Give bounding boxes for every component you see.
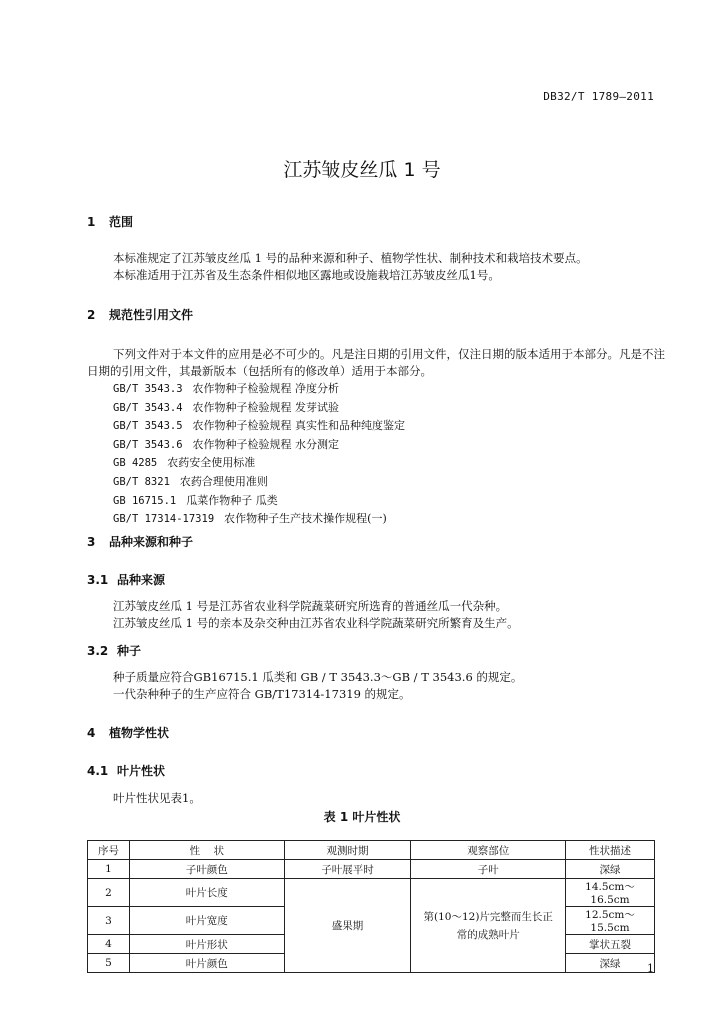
column-header: 性 状 bbox=[129, 841, 284, 860]
reference-code: GB/T 8321 bbox=[113, 475, 170, 488]
section-title: 植物学性状 bbox=[109, 726, 170, 740]
section-title: 范围 bbox=[109, 215, 134, 229]
section-title: 品种来源和种子 bbox=[109, 535, 194, 549]
reference-name: 农药安全使用标准 bbox=[167, 456, 256, 470]
merged-part-line: 第(10～12)片完整而生长正 bbox=[423, 910, 553, 923]
table-cell: 深绿 bbox=[566, 860, 655, 879]
reference-name: 农作物种子检验规程 净度分析 bbox=[192, 382, 340, 395]
section-title: 品种来源 bbox=[117, 573, 166, 587]
section-number: 2 bbox=[87, 308, 96, 322]
section-number: 3.2 bbox=[87, 644, 109, 658]
section-1-heading bbox=[87, 213, 133, 230]
reference-name: 农作物种子检验规程 真实性和品种纯度鉴定 bbox=[192, 419, 406, 433]
column-header: 观测时期 bbox=[284, 841, 411, 860]
section-number: 3.1 bbox=[87, 573, 109, 587]
table-cell: 子叶展平时 bbox=[284, 860, 411, 879]
section-number: 4.1 bbox=[87, 764, 109, 778]
merged-part-cell bbox=[411, 879, 566, 973]
table-cell: 3 bbox=[88, 907, 130, 935]
page-number: 1 bbox=[647, 962, 654, 975]
reference-name: 农作物种子检验规程 水分测定 bbox=[192, 437, 340, 451]
reference-name: 农药合理使用准则 bbox=[179, 474, 268, 488]
reference-code: GB/T 17314-17319 bbox=[113, 513, 215, 526]
section-3-1-paragraph-1: 江苏皱皮丝瓜 1 号是江苏省农业科学院蔬菜研究所选育的普通丝瓜一代杂种。 bbox=[113, 599, 508, 613]
column-header: 观察部位 bbox=[411, 841, 566, 860]
reference-code: GB/T 3543.6 bbox=[113, 438, 183, 451]
section-3-2-heading bbox=[87, 642, 141, 659]
reference-name: 农作物种子检验规程 发芽试验 bbox=[192, 400, 340, 414]
section-2-heading bbox=[87, 306, 193, 323]
table-cell: 叶片形状 bbox=[129, 935, 284, 954]
section-3-2-paragraph-1: 种子质量应符合GB16715.1 瓜类和 GB / T 3543.3～GB / T 3543.6 的规定。 bbox=[113, 670, 523, 684]
reference-item bbox=[113, 436, 405, 455]
table-cell: 2 bbox=[88, 879, 130, 907]
reference-name: 瓜菜作物种子 瓜类 bbox=[186, 493, 278, 507]
table-title: 表 1 叶片性状 bbox=[323, 810, 401, 824]
reference-item bbox=[113, 473, 405, 492]
reference-name: 农作物种子生产技术操作规程(一) bbox=[224, 512, 387, 526]
section-1-paragraph-2: 本标准适用于江苏省及生态条件相似地区露地或设施栽培江苏皱皮丝瓜1号。 bbox=[113, 268, 500, 282]
merged-part-line: 常的成熟叶片 bbox=[456, 928, 520, 941]
reference-code: GB 4285 bbox=[113, 457, 158, 470]
table-cell: 5 bbox=[88, 954, 130, 973]
table-cell: 掌状五裂 bbox=[566, 935, 655, 954]
reference-item bbox=[113, 399, 405, 418]
table-cell: 4 bbox=[88, 935, 130, 954]
section-2-paragraph: 下列文件对于本文件的应用是必不可少的。凡是注日期的引用文件，仅注日期的版本适用于本部分。凡是不注日期的引用文件，其最新版本（包括所有的修改单）适用于本部分。 bbox=[87, 347, 665, 378]
leaf-traits-table bbox=[87, 840, 655, 973]
reference-item bbox=[113, 417, 405, 436]
standard-code: DB32/T 1789—2011 bbox=[543, 90, 654, 103]
section-4-1-heading bbox=[87, 762, 165, 779]
normative-reference-list bbox=[113, 380, 405, 529]
section-number: 4 bbox=[87, 726, 96, 740]
table-cell: 叶片宽度 bbox=[129, 907, 284, 935]
reference-code: GB/T 3543.4 bbox=[113, 401, 183, 414]
table-cell: 12.5cm～15.5cm bbox=[566, 907, 655, 935]
section-number: 3 bbox=[87, 535, 96, 549]
table-row bbox=[88, 879, 655, 907]
section-number: 1 bbox=[87, 215, 96, 229]
section-3-2-paragraph-2: 一代杂种种子的生产应符合 GB/T17314-17319 的规定。 bbox=[113, 687, 411, 701]
table-cell: 14.5cm～16.5cm bbox=[566, 879, 655, 907]
table-header-row bbox=[88, 841, 655, 860]
table-cell: 1 bbox=[88, 860, 130, 879]
reference-item bbox=[113, 510, 405, 529]
section-4-heading bbox=[87, 724, 169, 741]
merged-period-cell: 盛果期 bbox=[284, 879, 411, 973]
reference-item bbox=[113, 454, 405, 473]
section-3-1-paragraph-2: 江苏皱皮丝瓜 1 号的亲本及杂交种由江苏省农业科学院蔬菜研究所繁育及生产。 bbox=[113, 616, 519, 630]
table-row bbox=[88, 860, 655, 879]
table-cell: 子叶 bbox=[411, 860, 566, 879]
section-3-heading bbox=[87, 533, 193, 550]
table-cell: 子叶颜色 bbox=[129, 860, 284, 879]
table-cell: 叶片长度 bbox=[129, 879, 284, 907]
reference-item bbox=[113, 492, 405, 511]
reference-code: GB/T 3543.3 bbox=[113, 383, 183, 395]
document-title: 江苏皱皮丝瓜 1 号 bbox=[283, 159, 441, 181]
column-header: 性状描述 bbox=[566, 841, 655, 860]
reference-code: GB/T 3543.5 bbox=[113, 420, 183, 433]
table-cell: 叶片颜色 bbox=[129, 954, 284, 973]
table-cell: 深绿 bbox=[566, 954, 655, 973]
section-4-1-paragraph: 叶片性状见表1。 bbox=[113, 791, 201, 805]
section-1-paragraph-1: 本标准规定了江苏皱皮丝瓜 1 号的品种来源和种子、植物学性状、制种技术和栽培技术要点。 bbox=[113, 251, 588, 265]
section-title: 叶片性状 bbox=[117, 764, 166, 778]
column-header: 序号 bbox=[88, 841, 130, 860]
section-title: 规范性引用文件 bbox=[109, 308, 194, 322]
section-title: 种子 bbox=[117, 644, 142, 658]
section-3-1-heading bbox=[87, 571, 165, 588]
reference-item bbox=[113, 380, 405, 399]
reference-code: GB 16715.1 bbox=[113, 494, 177, 507]
